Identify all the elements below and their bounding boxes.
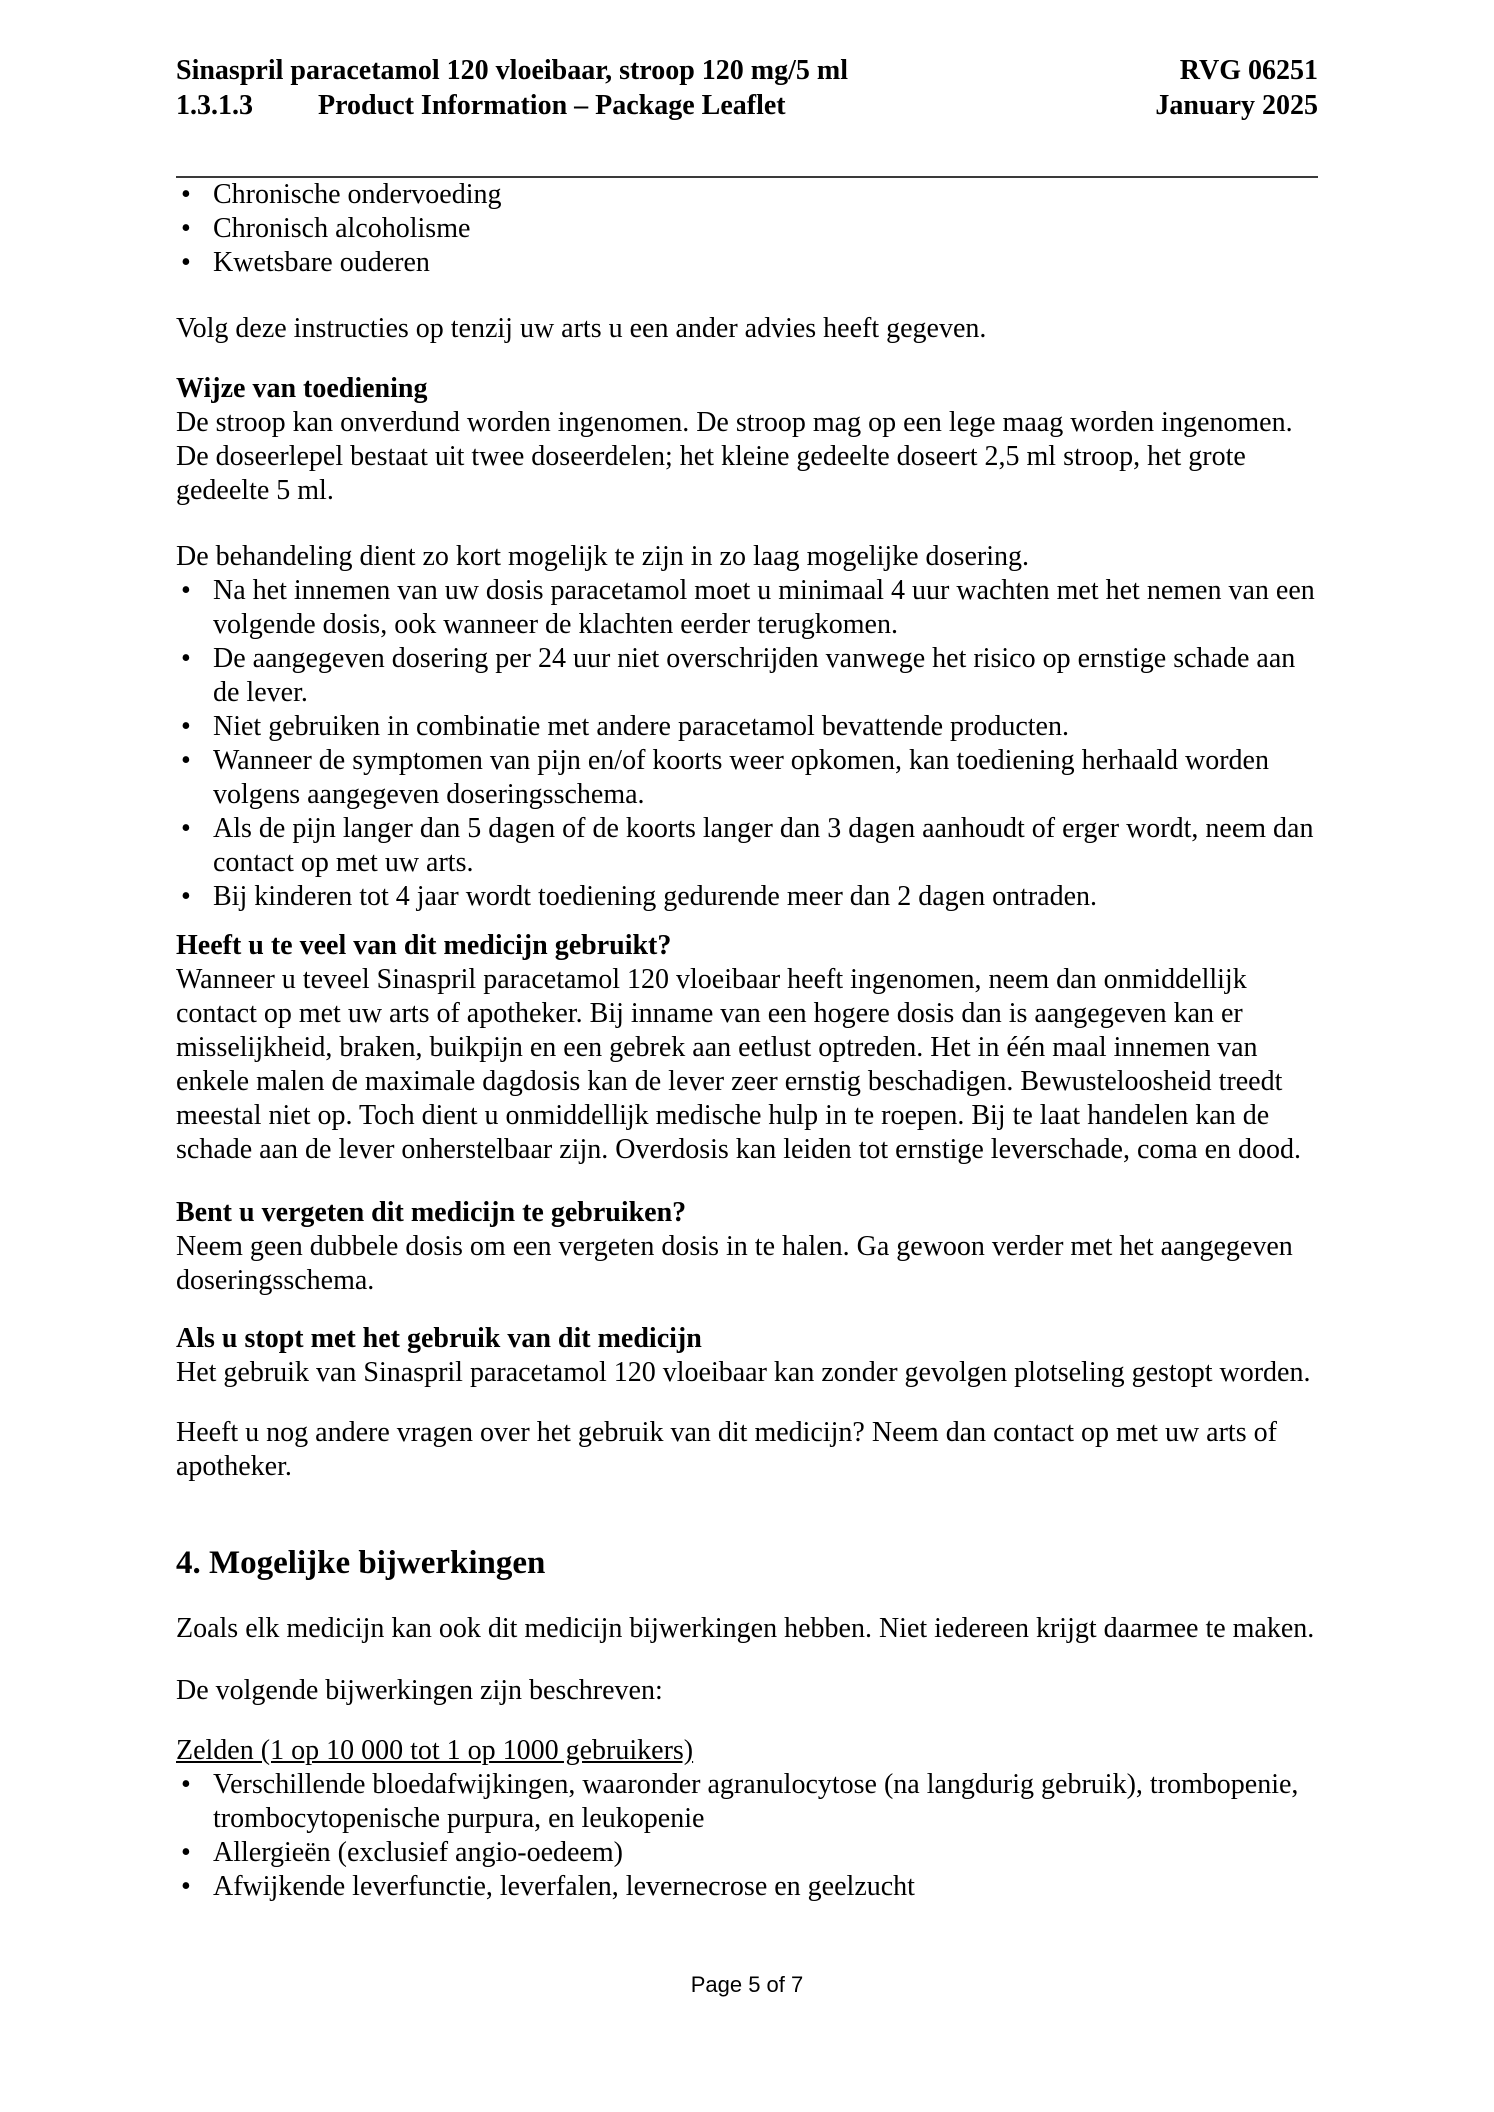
- side-effects-described-note: De volgende bijwerkingen zijn beschreven:: [176, 1675, 663, 1706]
- questions-note: Heeft u nog andere vragen over het gebruik van dit medicijn? Neem dan contact op met uw arts of apotheker.: [176, 1417, 1277, 1482]
- stopping-paragraph: Het gebruik van Sinaspril paracetamol 120 vloeibaar kan zonder gevolgen plotseling gestopt worden.: [176, 1357, 1311, 1388]
- list-item: • Afwijkende leverfunctie, leverfalen, levernecrose en geelzucht: [176, 1870, 1318, 1904]
- administration-heading: Wijze van toediening: [176, 373, 428, 404]
- section-code: 1.3.1.3: [176, 90, 253, 121]
- side-effects-intro: Zoals elk medicijn kan ook dit medicijn bijwerkingen hebben. Niet iedereen krijgt daarmee te maken.: [176, 1613, 1315, 1644]
- risk-group-bullet-list: [176, 178, 1318, 280]
- header-date: January 2025: [1155, 90, 1318, 121]
- page-header-row-1: [176, 54, 1318, 88]
- list-item: • Na het innemen van uw dosis paracetamol moet u minimaal 4 uur wachten met het nemen van een volgende dosis, ook wanneer de klachten eerder terugkomen.: [176, 574, 1318, 642]
- page-number-footer: Page 5 of 7: [690, 1972, 804, 1997]
- list-item: • Bij kinderen tot 4 jaar wordt toediening gedurende meer dan 2 dagen ontraden.: [176, 880, 1318, 914]
- rare-side-effects-bullet-list: [176, 1768, 1318, 1904]
- overdose-paragraph: Wanneer u teveel Sinaspril paracetamol 120 vloeibaar heeft ingenomen, neem dan onmiddellijk contact op met uw arts of apotheker. Bij inname van een hogere dosis dan is aangegeven kan er misselijkheid, braken, buikpijn en een gebrek aan eetlust optreden. Het in één maal innemen van enkele malen de maximale dagdosis kan de lever zeer ernstig beschadigen. Bewusteloosheid treedt meestal niet op. Toch dient u onmiddellijk medische hulp in te roepen. Bij te laat handelen kan de schade aan de lever onherstelbaar zijn. Overdosis kan leiden tot ernstige leverschade, coma en dood.: [176, 964, 1302, 1165]
- follow-instructions-note: Volg deze instructies op tenzij uw arts u een ander advies heeft gegeven.: [176, 313, 987, 344]
- list-item: • Chronisch alcoholisme: [176, 212, 1318, 246]
- header-left-group: [176, 89, 786, 123]
- page-header-row-2: [176, 89, 1318, 123]
- dosing-bullet-list: [176, 574, 1318, 914]
- stopping-heading: Als u stopt met het gebruik van dit medicijn: [176, 1323, 702, 1354]
- administration-paragraph: De stroop kan onverdund worden ingenomen. De stroop mag op een lege maag worden ingenomen. De doseerlepel bestaat uit twee doseerdelen; het kleine gedeelte doseert 2,5 ml stroop, het grote gedeelte 5 ml.: [176, 407, 1293, 506]
- list-item: • Wanneer de symptomen van pijn en/of koorts weer opkomen, kan toediening herhaald worden volgens aangegeven doseringsschema.: [176, 744, 1318, 812]
- document-type: Product Information – Package Leaflet: [318, 90, 786, 121]
- list-item: • Kwetsbare ouderen: [176, 246, 1318, 280]
- rvg-number: RVG 06251: [1179, 55, 1318, 86]
- list-item: • Allergieën (exclusief angio-oedeem): [176, 1836, 1318, 1870]
- missed-dose-paragraph: Neem geen dubbele dosis om een vergeten dosis in te halen. Ga gewoon verder met het aangegeven doseringsschema.: [176, 1231, 1293, 1296]
- list-item: • Als de pijn langer dan 5 dagen of de koorts langer dan 3 dagen aanhoudt of erger wordt, neem dan contact op met uw arts.: [176, 812, 1318, 880]
- treatment-duration-note: De behandeling dient zo kort mogelijk te zijn in zo laag mogelijke dosering.: [176, 541, 1029, 572]
- product-title: Sinaspril paracetamol 120 vloeibaar, stroop 120 mg/5 ml: [176, 55, 848, 86]
- list-item: • De aangegeven dosering per 24 uur niet overschrijden vanwege het risico op ernstige schade aan de lever.: [176, 642, 1318, 710]
- rare-frequency-label: Zelden (1 op 10 000 tot 1 op 1000 gebruikers): [176, 1735, 694, 1766]
- overdose-heading: Heeft u te veel van dit medicijn gebruikt?: [176, 930, 672, 961]
- missed-dose-heading: Bent u vergeten dit medicijn te gebruiken?: [176, 1197, 687, 1228]
- list-item: • Niet gebruiken in combinatie met andere paracetamol bevattende producten.: [176, 710, 1318, 744]
- list-item: • Chronische ondervoeding: [176, 178, 1318, 212]
- list-item: • Verschillende bloedafwijkingen, waaronder agranulocytose (na langdurig gebruik), trombopenie, trombocytopenische purpura, en leukopenie: [176, 1768, 1318, 1836]
- side-effects-heading: 4. Mogelijke bijwerkingen: [176, 1545, 546, 1581]
